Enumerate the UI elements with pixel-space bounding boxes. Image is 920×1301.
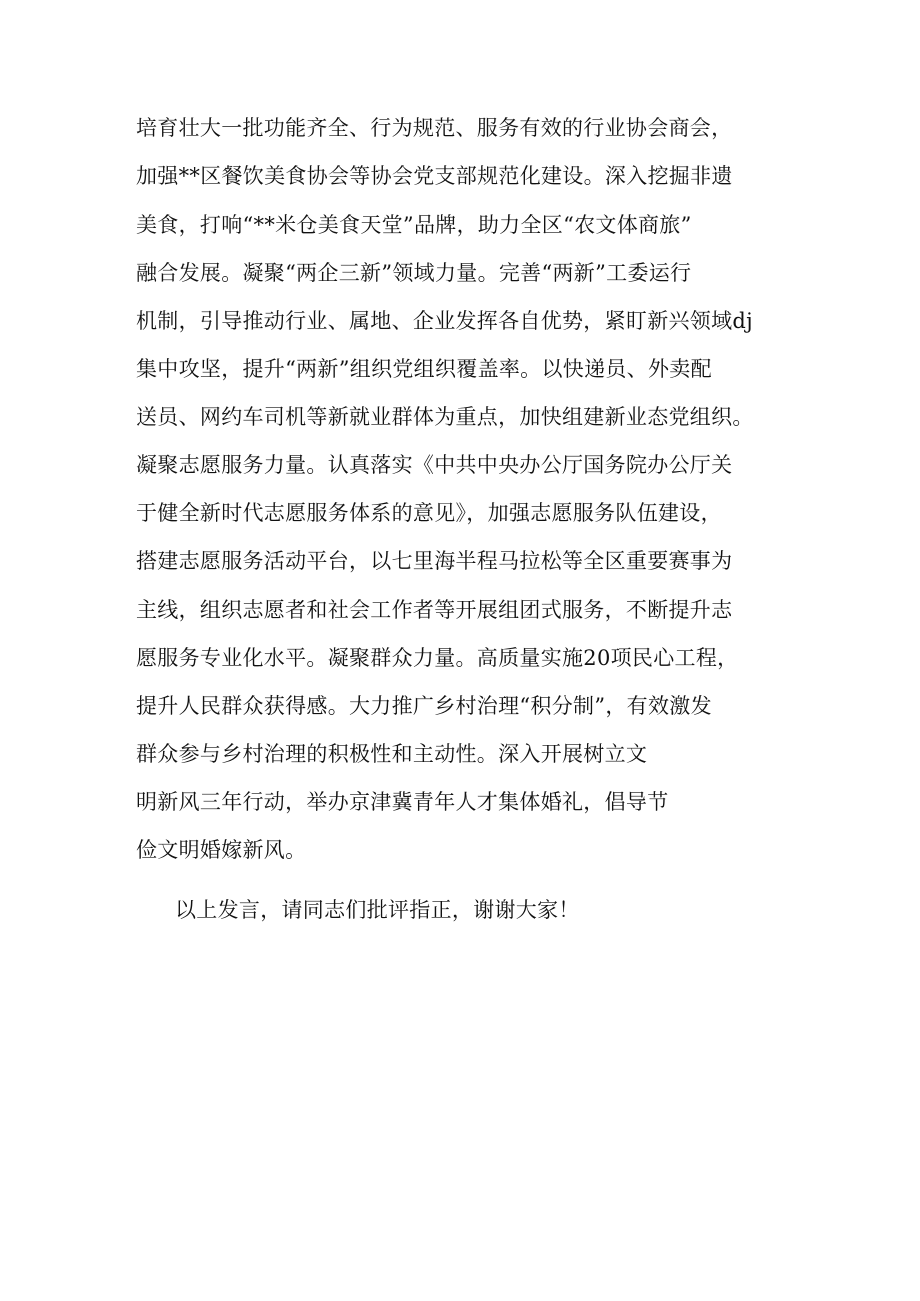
paragraph-line: 提升人民群众获得感。大力推广乡村治理“积分制”，有效激发 [136,694,712,718]
paragraph-line: 明新风三年行动，举办京津冀青年人才集体婚礼，倡导节 [136,790,669,814]
paragraph-line: 培育壮大一批功能齐全、行为规范、服务有效的行业协会商会， [136,116,733,140]
paragraph-line: 集中攻坚，提升“两新”组织党组织覆盖率。以快递员、外卖配 [136,357,712,381]
paragraph-line: 群众参与乡村治理的积极性和主动性。深入开展树立文 [136,742,648,766]
paragraph-line: 凝聚志愿服务力量。认真落实《中共中央办公厅国务院办公厅关 [136,453,733,477]
closing-remark: 以上发言，请同志们批评指正，谢谢大家！ [175,898,580,922]
paragraph-line: 送员、网约车司机等新就业群体为重点，加快组建新业态党组织。 [136,405,754,429]
paragraph-line: 加强**区餐饮美食协会等协会党支部规范化建设。深入挖掘非遗 [136,164,733,188]
paragraph-line: 于健全新时代志愿服务体系的意见》，加强志愿服务队伍建设， [136,501,722,525]
paragraph-line: 融合发展。凝聚“两企三新”领域力量。完善“两新”工委运行 [136,261,692,285]
paragraph-line: 愿服务专业化水平。凝聚群众力量。高质量实施20项民心工程， [136,646,739,670]
paragraph-line: 机制，引导推动行业、属地、企业发挥各自优势，紧盯新兴领域dj [136,309,753,333]
paragraph-line: 搭建志愿服务活动平台，以七里海半程马拉松等全区重要赛事为 [136,549,733,573]
paragraph-line: 主线，组织志愿者和社会工作者等开展组团式服务，不断提升志 [136,598,733,622]
paragraph-line: 美食，打响“**米仓美食天堂”品牌，助力全区“农文体商旅” [136,213,692,237]
paragraph-line: 俭文明婚嫁新风。 [136,838,307,862]
